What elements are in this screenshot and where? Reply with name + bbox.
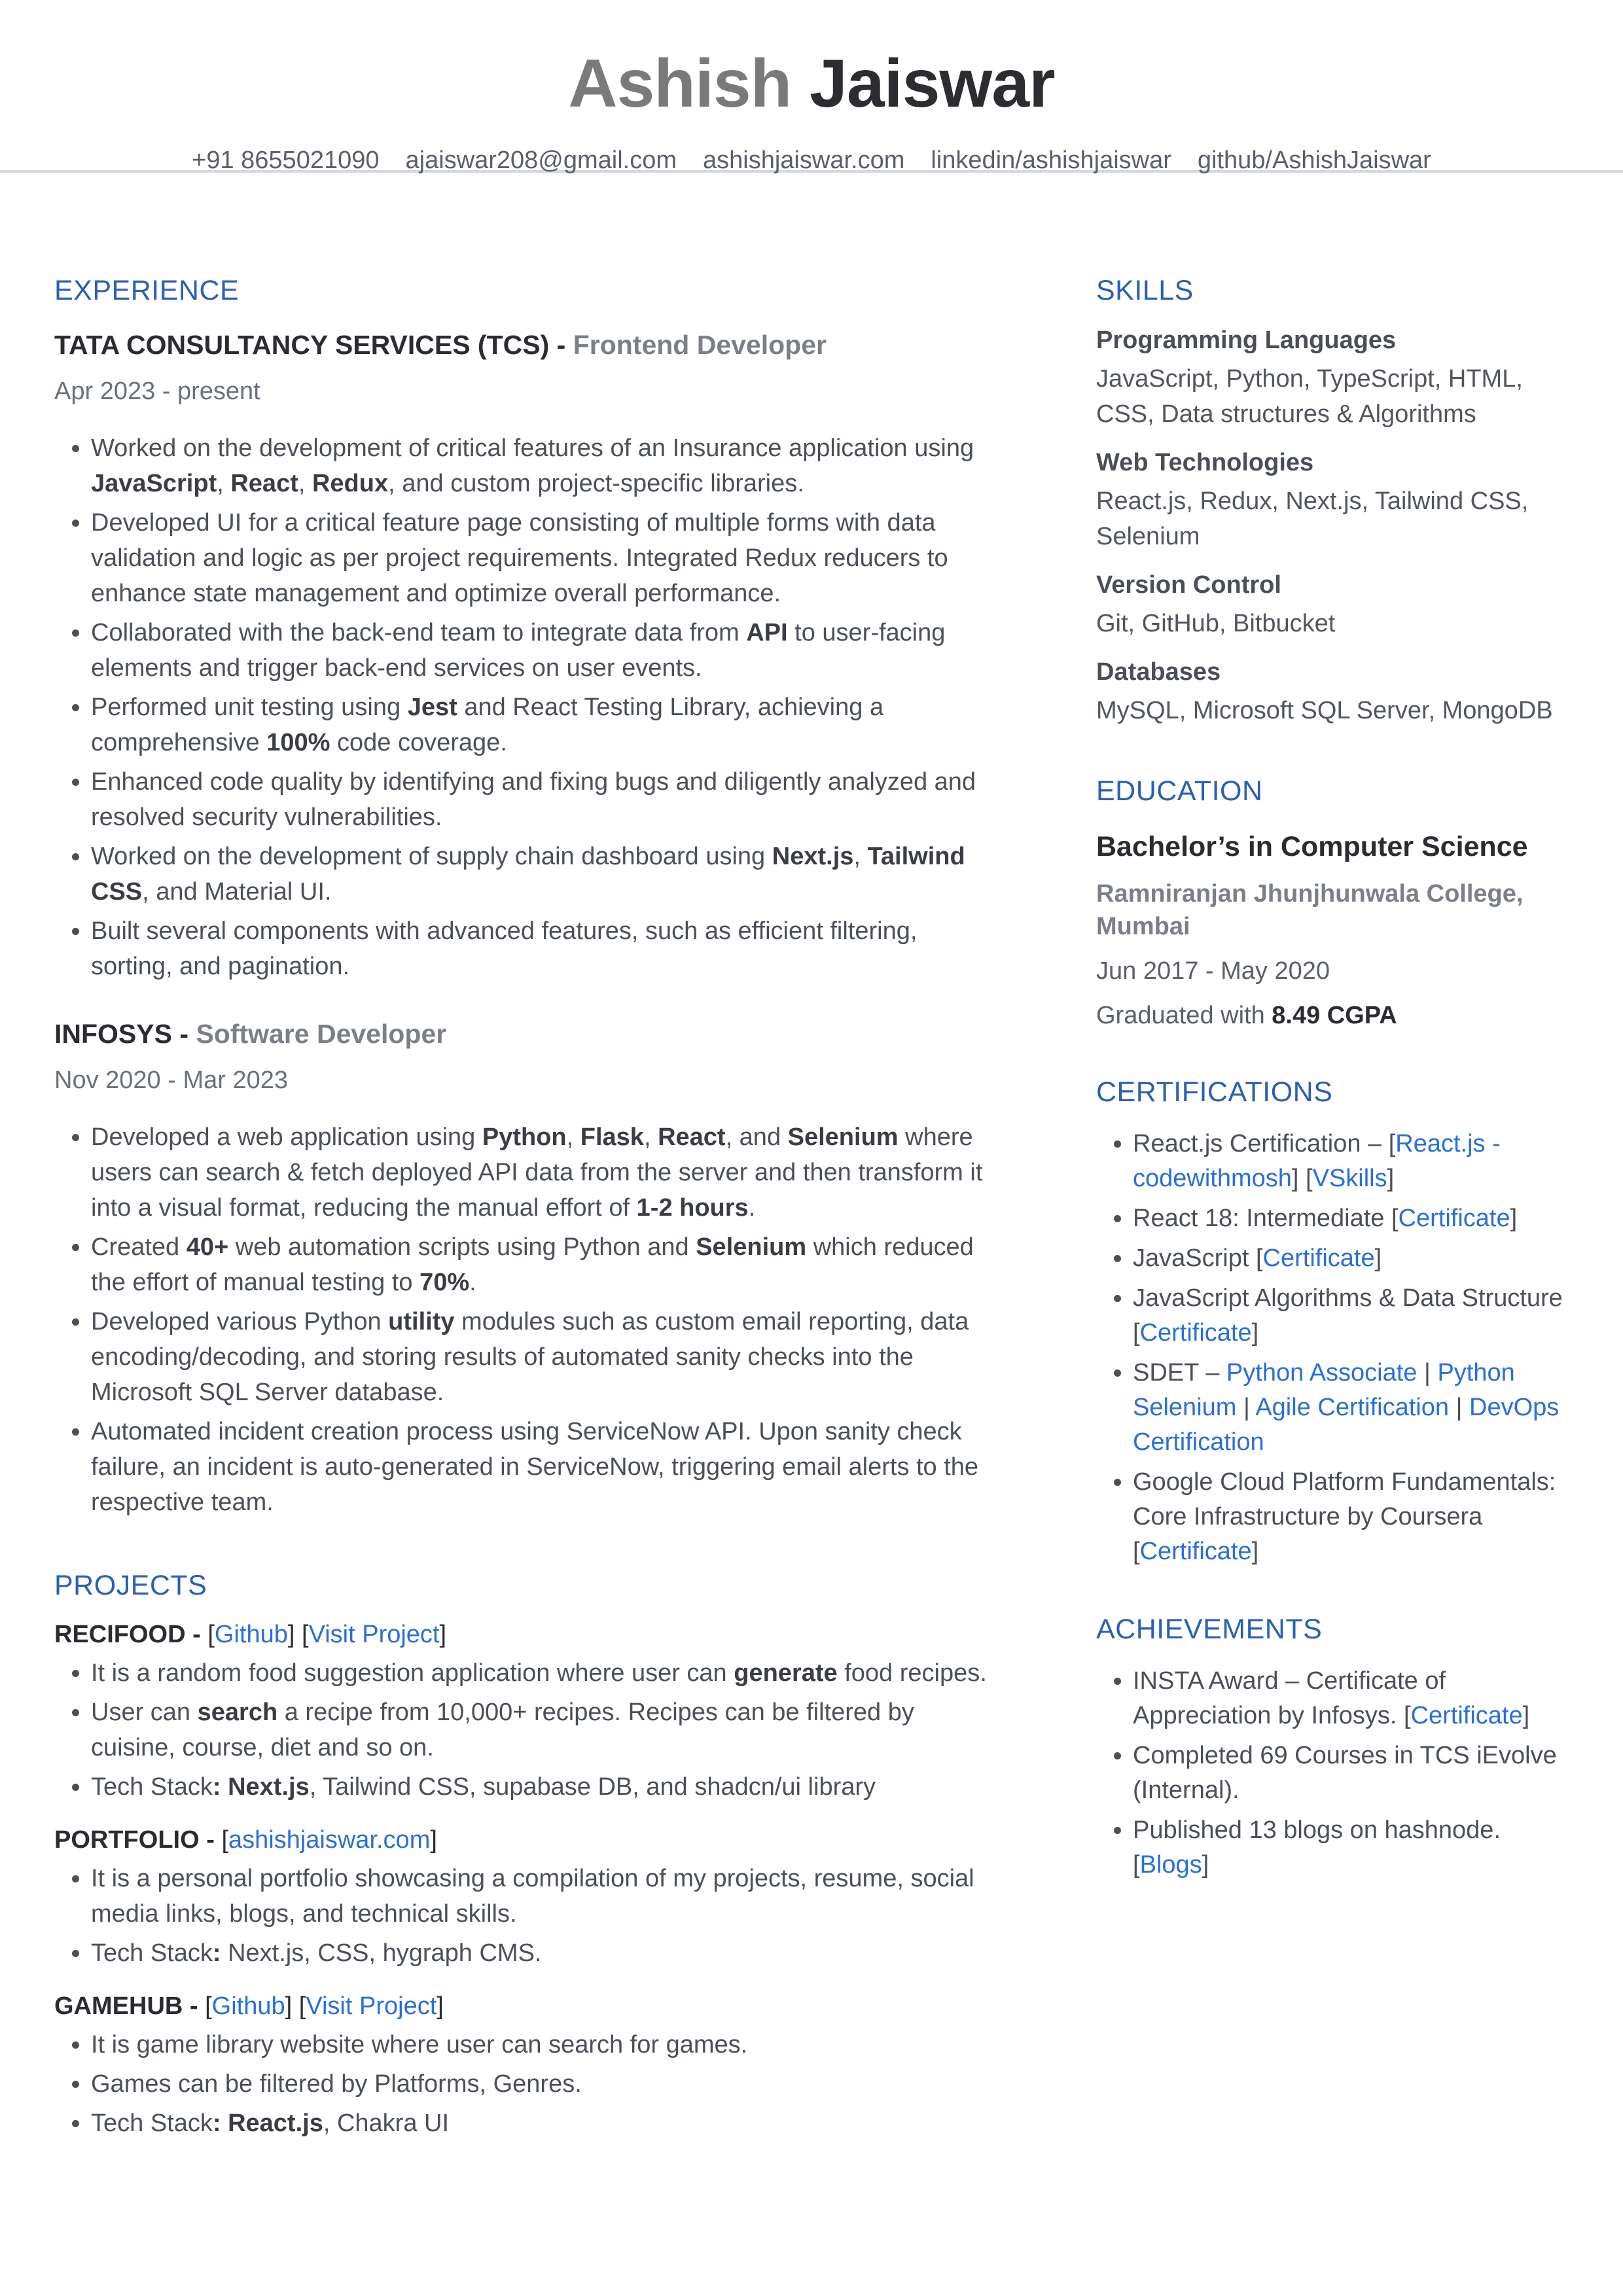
visit-project-link[interactable]: Visit Project [308,1621,440,1648]
list-item: • It is a personal portfolio showcasing a compilation of my projects, resume, social media links, blogs, and technical skills. [91,1861,997,1932]
last-name: Jaiswar [810,46,1055,122]
left-column [54,275,997,2145]
certificate-link[interactable]: Certificate [1398,1205,1510,1232]
list-item: • Completed 69 Courses in TCS iEvolve (Internal). [1133,1739,1580,1808]
project-title: GAMEHUB - [Github] [Visit Project] [54,1992,444,2020]
website-link[interactable]: ashishjaiswar.com [703,147,905,174]
company-name: TATA CONSULTANCY SERVICES (TCS) - [54,330,566,360]
list-item: • Published 13 blogs on hashnode. [Blogs] [1133,1813,1580,1882]
resume-header [0,0,1623,173]
candidate-name [0,44,1623,123]
skill-group [1096,327,1580,432]
list-item: • JavaScript [Certificate] [1133,1241,1580,1276]
project-gamehub [54,1988,997,2141]
list-item: • SDET – Python Associate | Python Selenium | Agile Certification | DevOps Certification [1133,1356,1580,1460]
certifications-heading: CERTIFICATIONS [1096,1076,1333,1108]
education-heading: EDUCATION [1096,775,1263,807]
list-item: • User can search a recipe from 10,000+ recipes. Recipes can be filtered by cuisine, course, diet and so on. [91,1695,997,1765]
job-dates: Apr 2023 - present [54,378,260,405]
skill-group-title: Databases [1096,658,1221,686]
skills-heading: SKILLS [1096,275,1194,306]
job-infosys [54,1014,997,1520]
list-item: • Built several components with advanced features, such as efficient filtering, sorting, and pagination. [91,913,997,984]
job-role: Frontend Developer [573,330,827,360]
experience-heading: EXPERIENCE [54,275,240,306]
list-item: • Tech Stack: Next.js, CSS, hygraph CMS. [91,1935,997,1971]
list-item: • JavaScript Algorithms & Data Structure [Certificate] [1133,1281,1580,1351]
list-item: • Developed a web application using Python, Flask, React, and Selenium where users can search & fetch deployed API data from the server and then transform it into a visual format, reducing the manual effort of 1-2 hours. [91,1120,997,1226]
project-name: PORTFOLIO - [54,1826,215,1854]
skill-group-title: Web Technologies [1096,449,1314,476]
list-item: • Collaborated with the back-end team to integrate data from API to user-facing elements and trigger back-end services on user events. [91,615,997,686]
list-item: • Tech Stack: Next.js, Tailwind CSS, supabase DB, and shadcn/ui library [91,1769,997,1805]
certificate-link[interactable]: Agile Certification [1255,1394,1450,1421]
email-link[interactable]: ajaiswar208@gmail.com [405,147,677,174]
list-item: • Developed UI for a critical feature page consisting of multiple forms with data validation and logic as per project requirements. Integrated Redux reducers to enhance state management and optimize overall performance. [91,505,997,611]
first-name: Ashish [568,46,792,122]
certificate-link[interactable]: Certificate [1410,1702,1523,1729]
github-link[interactable]: Github [214,1621,288,1648]
visit-project-link[interactable]: Visit Project [306,1992,437,2020]
list-item: • Tech Stack: React.js, Chakra UI [91,2106,997,2141]
projects-heading: PROJECTS [54,1570,207,1601]
skill-group-text: MySQL, Microsoft SQL Server, MongoDB [1096,697,1553,724]
list-item: • Google Cloud Platform Fundamentals: Core Infrastructure by Coursera [Certificate] [1133,1465,1580,1569]
github-link[interactable]: github/AshishJaiswar [1197,147,1431,174]
job-bullets [54,1120,997,1520]
cgpa-value: 8.49 CGPA [1272,1002,1397,1029]
certificate-link[interactable]: DevOps Certification [1133,1394,1560,1456]
job-dates: Nov 2020 - Mar 2023 [54,1067,288,1094]
cgpa-line: Graduated with 8.49 CGPA [1096,1002,1397,1029]
list-item: • Created 40+ web automation scripts using Python and Selenium which reduced the effort of manual testing to 70%. [91,1229,997,1300]
project-bullets [54,1861,997,1971]
project-bullets [54,1655,997,1805]
certificate-link[interactable]: VSkills [1312,1165,1387,1192]
project-name: GAMEHUB - [54,1992,198,2020]
certificate-link[interactable]: Certificate [1139,1319,1252,1347]
certificate-link[interactable]: Python Selenium [1133,1359,1515,1421]
contact-info [0,147,1623,175]
education-dates: Jun 2017 - May 2020 [1096,957,1330,985]
skill-group-text: JavaScript, Python, TypeScript, HTML, CSS, Data structures & Algorithms [1096,365,1523,428]
certificate-link[interactable]: React.js - codewithmosh [1133,1130,1501,1192]
list-item: • React.js Certification – [React.js - codewithmosh] [VSkills] [1133,1127,1580,1196]
project-recifood [54,1616,997,1805]
certifications-list [1096,1127,1580,1569]
phone: +91 8655021090 [192,147,380,174]
list-item: • Games can be filtered by Platforms, Genres. [91,2066,997,2102]
certificate-link[interactable]: Certificate [1139,1538,1252,1565]
list-item: • It is game library website where user can search for games. [91,2027,997,2062]
job-bullets [54,431,997,984]
list-item: • Performed unit testing using Jest and React Testing Library, achieving a comprehensive 100% code coverage. [91,690,997,760]
list-item: • INSTA Award – Certificate of Appreciation by Infosys. [Certificate] [1133,1664,1580,1733]
skill-group-text: Git, GitHub, Bitbucket [1096,610,1336,637]
skill-group-title: Version Control [1096,571,1281,599]
list-item: • Enhanced code quality by identifying and fixing bugs and diligently analyzed and resolved security vulnerabilities. [91,764,997,835]
blogs-link[interactable]: Blogs [1139,1851,1202,1879]
github-link[interactable]: Github [211,1992,285,2020]
job-title [54,1014,997,1053]
skill-group-title: Programming Languages [1096,327,1397,354]
right-column [1096,275,1580,1888]
college: Ramniranjan Jhunjhunwala College, Mumbai [1096,880,1524,940]
skill-group [1096,449,1580,554]
portfolio-link[interactable]: ashishjaiswar.com [228,1826,431,1854]
degree: Bachelor’s in Computer Science [1096,831,1528,862]
list-item: • Worked on the development of supply chain dashboard using Next.js, Tailwind CSS, and Material UI. [91,839,997,910]
list-item: • React 18: Intermediate [Certificate] [1133,1201,1580,1236]
certificate-link[interactable]: Python Associate [1226,1359,1418,1386]
skill-group [1096,658,1580,728]
project-bullets [54,2027,997,2141]
achievements-list [1096,1664,1580,1882]
project-portfolio [54,1822,997,1971]
company-name: INFOSYS - [54,1019,189,1049]
job-title [54,325,997,364]
job-role: Software Developer [196,1019,447,1049]
project-title: RECIFOOD - [Github] [Visit Project] [54,1621,447,1648]
certificate-link[interactable]: Certificate [1262,1245,1375,1272]
list-item: • Worked on the development of critical features of an Insurance application using JavaScript, React, Redux, and custom project-specific libraries. [91,431,997,501]
achievements-heading: ACHIEVEMENTS [1096,1614,1323,1645]
job-tcs [54,325,997,984]
project-name: RECIFOOD - [54,1621,201,1648]
list-item: • Developed various Python utility modules such as custom email reporting, data encoding/decoding, and storing results of automated sanity checks into the Microsoft SQL Server database. [91,1304,997,1410]
linkedin-link[interactable]: linkedin/ashishjaiswar [931,147,1171,174]
list-item: • Automated incident creation process using ServiceNow API. Upon sanity check failure, an incident is auto-generated in ServiceNow, triggering email alerts to the respective team. [91,1414,997,1520]
list-item: • It is a random food suggestion application where user can generate food recipes. [91,1655,997,1691]
skill-group-text: React.js, Redux, Next.js, Tailwind CSS, Selenium [1096,487,1529,550]
project-title: PORTFOLIO - [ashishjaiswar.com] [54,1826,437,1854]
skill-group [1096,571,1580,641]
